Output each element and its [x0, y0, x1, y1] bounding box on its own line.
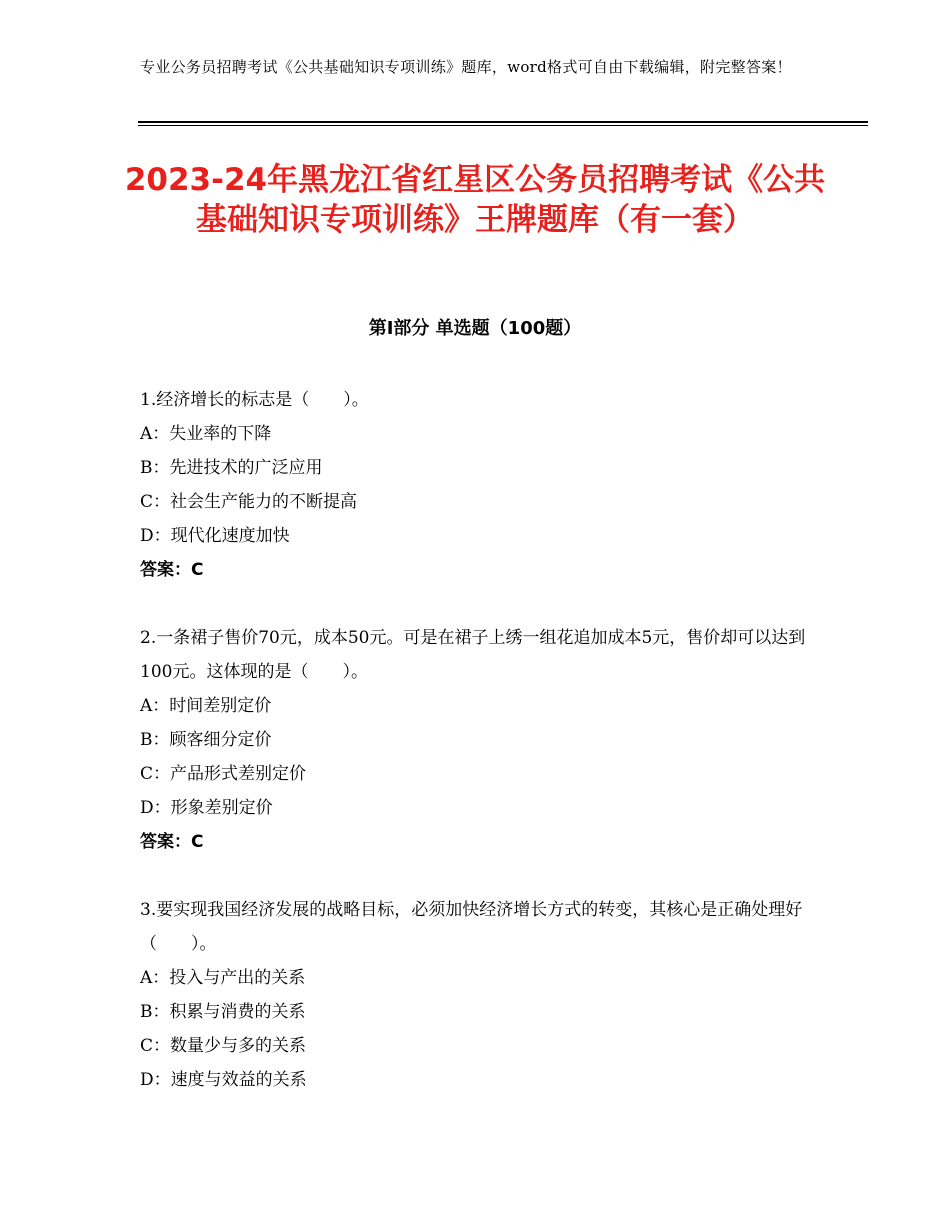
- question-stem: 1.经济增长的标志是（ ）。: [140, 390, 369, 410]
- answer: 答案：C: [140, 560, 204, 580]
- option-d: D：形象差别定价: [140, 798, 273, 818]
- option-c: C：产品形式差别定价: [140, 764, 307, 784]
- question-stem: 3.要实现我国经济发展的战略目标，必须加快经济增长方式的转变，其核心是正确处理好（ ）。: [140, 900, 803, 954]
- header-rule-thick: [138, 121, 868, 123]
- option-a: A：投入与产出的关系: [140, 968, 306, 988]
- option-c: C：社会生产能力的不断提高: [140, 492, 358, 512]
- option-d: D：现代化速度加快: [140, 526, 290, 546]
- option-d: D：速度与效益的关系: [140, 1070, 307, 1090]
- section-title: 第Ⅰ部分 单选题（100题）: [368, 318, 582, 339]
- answer: 答案：C: [140, 832, 204, 852]
- option-a: A：时间差别定价: [140, 696, 272, 716]
- question-gap: [140, 859, 820, 893]
- question-gap: [140, 587, 820, 621]
- option-a: A：失业率的下降: [140, 424, 272, 444]
- document-title: 2023-24年黑龙江省红星区公务员招聘考试《公共基础知识专项训练》王牌题库（有一套）: [124, 162, 826, 238]
- header-rule-thin: [138, 125, 868, 126]
- question-3: [140, 893, 820, 1097]
- question-stem: 2.一条裙子售价70元，成本50元。可是在裙子上绣一组花追加成本5元，售价却可以达到100元。这体现的是（ ）。: [140, 628, 806, 682]
- option-b: B：积累与消费的关系: [140, 1002, 306, 1022]
- option-b: B：先进技术的广泛应用: [140, 458, 323, 478]
- question-2: [140, 621, 820, 859]
- option-c: C：数量少与多的关系: [140, 1036, 307, 1056]
- header-note: 专业公务员招聘考试《公共基础知识专项训练》题库，word格式可自由下载编辑，附完整答案！: [140, 58, 792, 76]
- option-b: B：顾客细分定价: [140, 730, 272, 750]
- question-1: [140, 383, 820, 587]
- question-list: [140, 383, 820, 1097]
